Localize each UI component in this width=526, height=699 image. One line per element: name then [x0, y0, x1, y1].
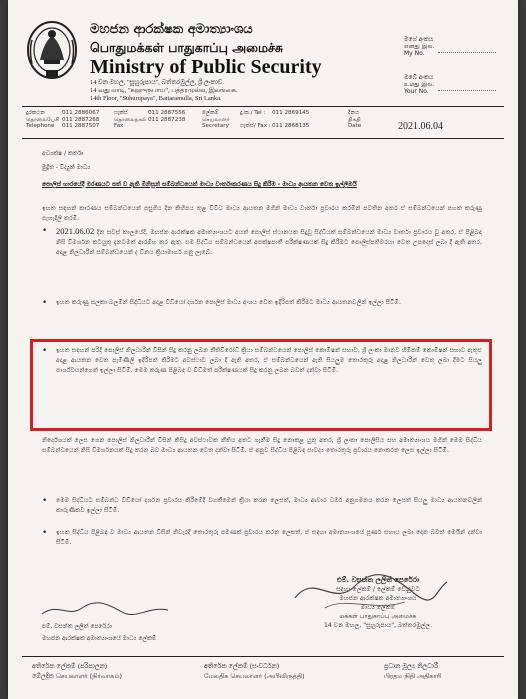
secretary-fax-label: ෆැක්ස්/ Fax : — [240, 123, 271, 129]
your-number-label: ඔබේ අංකය உமது இல. Your No. — [404, 74, 435, 95]
signatory-block — [263, 576, 493, 630]
address-sinhala: 14 වන මහල, "සුහුරුපාය", බත්තරමුල්ල, ශ්‍රී ලංකාව. — [90, 79, 224, 86]
footer-col1-sub: මේලදික செயலாளர் (நிர்வாகம்) — [32, 672, 122, 680]
paragraph-2 — [42, 226, 482, 259]
subject-line: පොලිස් භාරයේදී මරණයට පත් ව ඇති මිනිසුන් සම්බන්ධයෙන් මාධ්‍ය වාර්තාකරණය සිදු කිරීම - මාධ්‍ය ආයතන වෙත ඉල්ලීමයි — [42, 181, 357, 188]
header-divider-bottom — [22, 138, 504, 139]
fax-label: ෆැක්ස් தொலைநகல் Fax — [114, 110, 147, 129]
signatory-line-6: 14 වන මහල, "සුහුරුපාය", බත්තරමුල්ල. — [323, 622, 433, 629]
left-signature-icon — [38, 600, 188, 620]
paragraph-6 — [42, 496, 482, 516]
secretary-fax: 011 2868135 — [272, 123, 310, 129]
my-number-field — [404, 36, 496, 60]
footer-divider — [22, 656, 504, 657]
signature-icon — [285, 568, 455, 630]
footer-col3-title: ප්‍රධාන මූල්‍ය නිලධාරී — [384, 662, 438, 670]
paragraph-7 — [42, 528, 482, 548]
secretary-tel-label: දු.ක./ Tel : — [240, 110, 266, 116]
sri-lanka-emblem-icon — [26, 20, 78, 82]
header-divider-top — [22, 106, 504, 107]
bullet-icon: • — [42, 528, 48, 538]
addressee-line-2: මුද්‍රිත - විද්‍යුත් මාධ්‍ය — [42, 164, 91, 171]
paragraph-1 — [42, 204, 482, 224]
paragraph-1-text: ඉහත සඳහන් කාරණය සම්බන්ධයෙන් පසුගිය දින කිහිපය තුළ විවිධ මාධ්‍ය ආයතන මගින් මාධ්‍ය වාර්තා ප්‍රචාරය කරමින් පවතින අතර ඒ සම්බන්ධයෙන් පහත කරුණු පැහැදිලි කරමි. — [42, 205, 482, 223]
signatory-line-4: මාධ්‍ය ලේකම් — [360, 604, 396, 611]
footer-col2-sub: மேலதிக செயலாளர் (அபிவிருத்தி) — [204, 672, 305, 680]
paragraph-7-text: ඉහත සිද්ධිය පිළිබඳ ව මාධ්‍ය ආයතන විසින් නිවැරදි තොරතුරු පමණක් ප්‍රචාරය කරන ලෙසත්, ඒ සඳහා අමාත්‍යාංශයේ පූර්ණ සහාය ලබා දෙන බවත් මෙයින් දන්වා සිටිමි. — [56, 529, 482, 547]
addressee-line-1: අධ්‍යක්ෂ / කර්තෘ — [42, 150, 84, 157]
footer-col1-title: අතිරේක ලේකම් (පරිපාලන) — [32, 662, 108, 670]
paragraph-4-text: ඉහත සඳහන් පරිදි පොලිස් නිලධාරීන් විසින් සිදු කරනු ලබන නීතිවිරෝධී ක්‍රියා සම්බන්ධයෙන් පොලිස් කොමිෂන් සභාව, ශ්‍රී ලංකා මානව හිමිකම් කොමිෂන් සභාව ඇතුළු අදාළ ආයතන වෙත පැමිණිලි ඉදිරිපත් කිරීමට අවස්ථාව ලබා දී ඇති අතර, ඒ සම්බන්ධයෙන් ඇති සියලුම තොරතුරු අදාළ නිලධාරීන් වෙත ලබා දීමට සියලු පාර්ශ්වයන්ගෙන් ඉල්ලා සිටිමි. මෙම කරුණ පිළිබඳ ව විධිමත් පරීක්ෂණයක් සිදු කරනු ලබන බවත් දන්වා සිටිමි. — [56, 347, 482, 375]
signatory-line-3: මහජන ආරක්ෂක අමාත්‍යාංශය — [339, 595, 417, 602]
footer-col3-sub: பிரதம நிதி அதிகாரி — [384, 672, 442, 680]
signatory-line-5: மக்கள் பாதுகாப்பு அமைச்சு — [339, 613, 417, 620]
signatory-line-2: සඳහා ලේකම් / ලේකම් වෙනුවට — [336, 586, 420, 593]
bullet-icon: • — [42, 226, 48, 236]
paragraph-2-text: දින සවස් කාලයේදී, මහජන ආරක්ෂක අමාත්‍යාංශයට අයත් පොලිස් ස්ථානයක සිදුවූ සිද්ධියක් සම්බන්ධයෙන් මාධ්‍ය වාර්තා ප්‍රචාරය වූ අතර, ඒ පිළිබඳ නිසි විමර්ශන කටයුතු දැනටමත් ආරම්භ කර ඇත. එම සිද්ධිය සම්බන්ධයෙන් අපක්ෂපාතී පරීක්ෂණයක් සිදු කිරීමට පොලිස්පතිවරයා වෙත උපදෙස් ලබා දී ඇති අතර, අදාළ නිලධාරීන් සම්බන්ධයෙන් ද විනය ක්‍රියාමාර්ග ගනු ලැබේ. — [56, 229, 482, 257]
paragraph-3 — [42, 298, 482, 308]
bullet-icon: • — [42, 298, 48, 308]
highlight-box — [30, 339, 492, 431]
incident-date: 2021.06.02 — [56, 226, 95, 236]
telephone-numbers: 011 2886067 011 2887268 011 2887507 — [62, 110, 100, 129]
footer-col2-title: අතිරේක ලේකම් (සංවර්ධන) — [204, 662, 280, 670]
secretary-tel: 011 2869145 — [272, 110, 310, 116]
letter-date: 2021.06.04 — [398, 121, 443, 132]
letter-page — [8, 0, 518, 699]
ministry-name-tamil: பொதுமக்கள் பாதுகாப்பு அமைச்சு — [90, 40, 284, 55]
left-signatory-title: මහජන ආරක්ෂක අමාත්‍යාංශයේ මාධ්‍ය ලේකම් — [42, 635, 157, 642]
secretary-label: ලේකම් செயலாளர் Secretary — [202, 110, 230, 129]
date-label: දිනය திகதி Date — [348, 110, 362, 129]
telephone-label: දුරකථන தொலைபேசி Telephone — [26, 110, 60, 129]
ministry-name-english: Ministry of Public Security — [90, 56, 322, 78]
paragraph-6-text: මෙම සිද්ධියට සම්බන්ධ වීඩියෝ දර්ශන ප්‍රචාරය කිරීමේදී වගකීමෙන් ක්‍රියා කරන ලෙසත්, මාධ්‍ය ආචාර ධර්ම අනුගමනය කරන ලෙසත් සියලු මාධ්‍ය ආයතනවලින් කාරුණිකව ඉල්ලා සිටිමි. — [56, 497, 482, 515]
your-number-field — [404, 74, 496, 98]
address-tamil: 14 வது மாடி, "சுஹுருபாய", பத்தரமுல்ல, இலங்கை. — [90, 87, 238, 94]
my-number-label: මගේ අංකය எனது இல. My No. — [404, 36, 435, 57]
bullet-icon: • — [42, 346, 48, 356]
fax-numbers: 011 2887556 011 2887238 — [148, 110, 186, 123]
paragraph-5 — [42, 436, 482, 456]
address-english: 14th Floor, "Suhurupaya", Battaramulla, Sri Lanka. — [90, 95, 222, 102]
paragraph-5-text: නිර්දේශයක් ලෙස ගෙන පොලිස් නිලධාරීන් විසින් කිසිදු අවස්ථාවක නීතිය අතට ගැනීම සිදු නොකළ යුතු අතර, ශ්‍රී ලංකා පොලිසිය සහ අමාත්‍යාංශය මගින් මෙම සිද්ධිය සම්බන්ධයෙන් නිසි විමර්ශනයක් සිදු කරන බව මාධ්‍ය ආයතන වෙත දන්වා සිටිමි. ඒ අනුව සිද්ධිය පිළිබඳ සාවද්‍ය තොරතුරු ප්‍රචාරය නොකරන ලෙස ඉල්ලා සිටිමි. — [42, 437, 482, 455]
paragraph-3-text: ඉහත කරුණු සලකා බලමින් සිද්ධියට අදාළ වීඩියෝ දර්ශන පොලිස් මාධ්‍ය අංශය වෙත ඉදිරිපත් කිරීමට මාධ්‍ය ආයතනවලින් ඉල්ලා සිටිමි. — [56, 299, 401, 306]
signatory-name: එම්. වසන්ත ලලිත් පෙරේරා — [336, 576, 420, 584]
left-signatory-name: එම්. වසන්ත ලලිත් පෙරේරා — [42, 623, 112, 630]
ministry-name-sinhala: මහජන ආරක්ෂක අමාත්‍යාංශය — [90, 22, 253, 37]
bullet-icon: • — [42, 496, 48, 506]
